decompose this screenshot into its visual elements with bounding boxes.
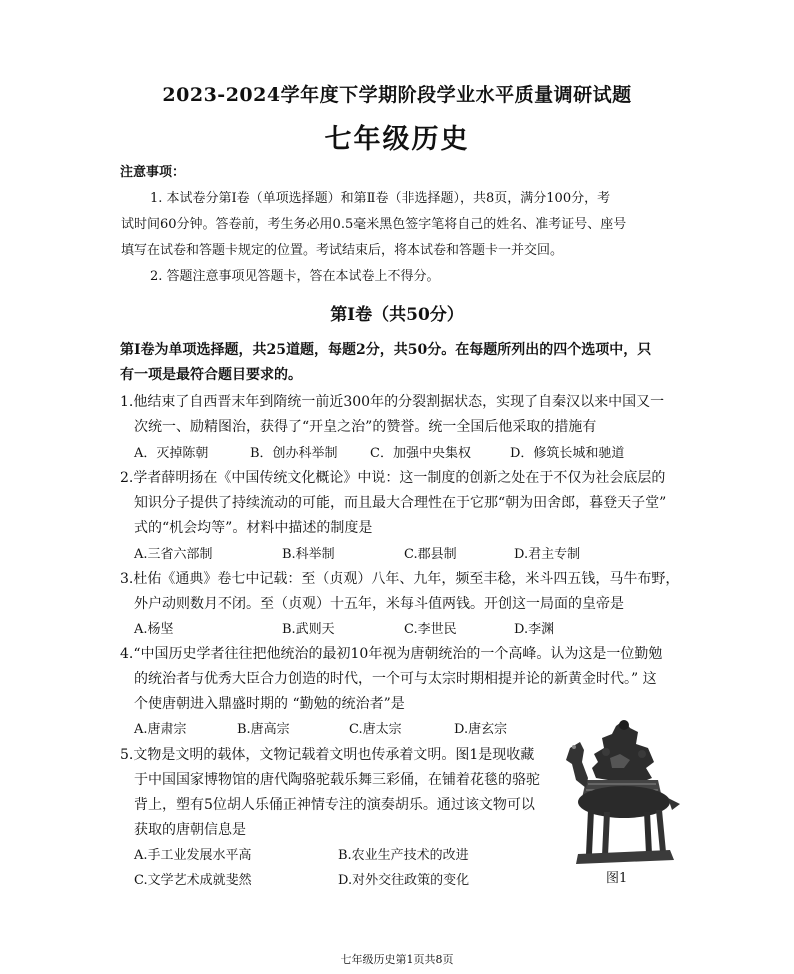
question-2-line: 式的“机会均等”。材料中描述的制度是 bbox=[134, 520, 373, 536]
question-4-option-c: C.唐太宗 bbox=[349, 722, 402, 737]
notice-line: 1. 本试卷分第Ⅰ卷（单项选择题）和第Ⅱ卷（非选择题），共8页，满分100分，考 bbox=[150, 191, 611, 206]
notice-line: 试时间60分钟。答卷前，考生务必用0.5毫米黑色签字笔将自己的姓名、准考证号、座号 bbox=[121, 217, 627, 232]
question-4-line: 4.“中国历史学者往往把他统治的最初10年视为唐朝统治的一个高峰。认为这是一位勤勉 bbox=[120, 646, 663, 662]
question-2-line: 知识分子提供了持续流动的可能，而且最大合理性在于它那“朝为田舍郎，暮登天子堂” bbox=[134, 495, 667, 511]
question-1-option-c: C．加强中央集权 bbox=[370, 446, 471, 461]
camel-figurine-image bbox=[558, 718, 688, 866]
question-2-option-a: A.三省六部制 bbox=[134, 547, 213, 562]
question-4-option-a: A.唐肃宗 bbox=[134, 722, 187, 737]
question-5-line: 5.文物是文明的载体，文物记载着文明也传承着文明。图1是现收藏 bbox=[120, 747, 535, 763]
section-intro: 第Ⅰ卷为单项选择题，共25道题，每题2分，共50分。在每题所列出的四个选项中，只 bbox=[120, 342, 652, 358]
question-4-option-d: D.唐玄宗 bbox=[454, 722, 508, 737]
section-intro: 有一项是最符合题目要求的。 bbox=[120, 367, 302, 383]
exam-title: 2023-2024学年度下学期阶段学业水平质量调研试题 bbox=[162, 84, 632, 106]
question-5-line: 背上，塑有5位胡人乐俑正神情专注的演奏胡乐。通过该文物可以 bbox=[134, 797, 535, 813]
question-4-line: 的统治者与优秀大臣合力创造的时代，一个可与太宗时期相提并论的新黄金时代。” 这 bbox=[134, 671, 657, 687]
question-4-option-b: B.唐高宗 bbox=[237, 722, 290, 737]
question-5-line: 获取的唐朝信息是 bbox=[134, 822, 246, 838]
section-title: 第Ⅰ卷（共50分） bbox=[330, 305, 464, 325]
question-2-option-c: C.郡县制 bbox=[404, 547, 457, 562]
question-5-option-c: C.文学艺术成就斐然 bbox=[134, 873, 252, 888]
question-1-option-d: D．修筑长城和驰道 bbox=[510, 446, 625, 461]
notice-line: 2. 答题注意事项见答题卡，答在本试卷上不得分。 bbox=[150, 269, 440, 284]
question-3-line: 外户动则数月不闭。至（贞观）十五年，米每斗值两钱。开创这一局面的皇帝是 bbox=[134, 596, 624, 612]
question-5-option-d: D.对外交往政策的变化 bbox=[338, 873, 470, 888]
notice-heading: 注意事项： bbox=[120, 165, 186, 180]
question-1-line: 次统一、励精图治，获得了“开皇之治”的赞誉。统一全国后他采取的措施有 bbox=[134, 419, 597, 435]
figure-caption: 图1 bbox=[606, 871, 628, 886]
question-1-line: 1.他结束了自西晋末年到隋统一前近300年的分裂割据状态，实现了自秦汉以来中国又一 bbox=[120, 394, 665, 410]
exam-subject: 七年级历史 bbox=[324, 124, 470, 155]
question-4-line: 个使唐朝进入鼎盛时期的 “勤勉的统治者”是 bbox=[134, 696, 405, 712]
question-2-option-b: B.科举制 bbox=[282, 547, 335, 562]
question-1-option-b: B．创办科举制 bbox=[250, 446, 338, 461]
question-5-option-a: A.手工业发展水平高 bbox=[134, 848, 252, 863]
question-3-line: 3.杜佑《通典》卷七中记载：至（贞观）八年、九年，频至丰稔，米斗四五钱，马牛布野， bbox=[120, 571, 680, 587]
question-3-option-a: A.杨坚 bbox=[134, 622, 174, 637]
question-3-option-d: D.李渊 bbox=[514, 622, 555, 637]
question-3-option-b: B.武则天 bbox=[282, 622, 335, 637]
question-2-option-d: D.君主专制 bbox=[514, 547, 581, 562]
question-5-line: 于中国国家博物馆的唐代陶骆驼载乐舞三彩俑，在铺着花毯的骆驼 bbox=[134, 772, 540, 788]
notice-line: 填写在试卷和答题卡规定的位置。考试结束后，将本试卷和答题卡一并交回。 bbox=[121, 243, 564, 258]
question-3-option-c: C.李世民 bbox=[404, 622, 457, 637]
question-2-line: 2.学者薛明扬在《中国传统文化概论》中说：这一制度的创新之处在于不仅为社会底层的 bbox=[120, 470, 666, 486]
question-1-option-a: A．灭掉陈朝 bbox=[134, 446, 209, 461]
question-5-option-b: B.农业生产技术的改进 bbox=[338, 848, 469, 863]
page-footer: 七年级历史第1页共8页 bbox=[340, 953, 454, 966]
